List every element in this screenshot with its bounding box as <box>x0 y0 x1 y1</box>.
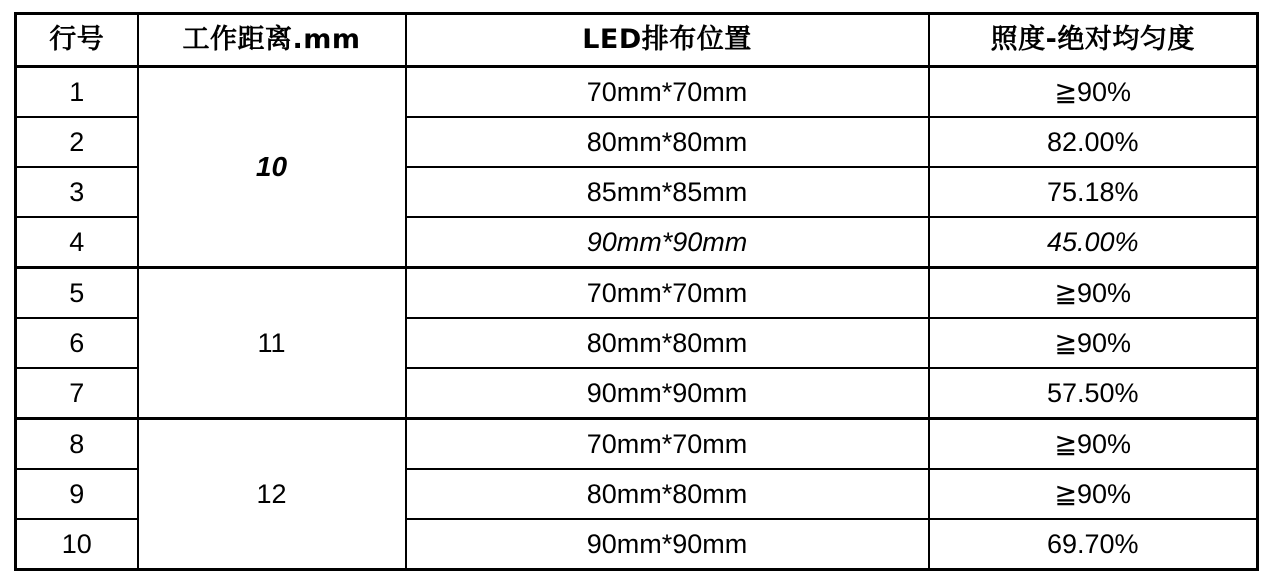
cell-led-layout: 90mm*90mm <box>406 217 929 268</box>
column-header-row-number: 行号 <box>16 14 138 67</box>
cell-led-layout: 70mm*70mm <box>406 419 929 470</box>
cell-uniformity: 57.50% <box>929 368 1258 419</box>
column-header-led-layout: LED排布位置 <box>406 14 929 67</box>
cell-uniformity: 69.70% <box>929 519 1258 570</box>
cell-led-layout: 90mm*90mm <box>406 519 929 570</box>
cell-uniformity: 45.00% <box>929 217 1258 268</box>
table-header <box>16 14 1258 67</box>
cell-row-number: 6 <box>16 318 138 368</box>
cell-row-number: 7 <box>16 368 138 419</box>
table-row <box>16 419 1258 470</box>
cell-row-number: 4 <box>16 217 138 268</box>
cell-led-layout: 70mm*70mm <box>406 268 929 319</box>
table-row <box>16 67 1258 118</box>
column-header-illuminance-uniformity: 照度-绝对均匀度 <box>929 14 1258 67</box>
cell-working-distance: 10 <box>138 67 406 268</box>
cell-led-layout: 85mm*85mm <box>406 167 929 217</box>
cell-led-layout: 80mm*80mm <box>406 318 929 368</box>
cell-uniformity: ≧90% <box>929 469 1258 519</box>
cell-row-number: 10 <box>16 519 138 570</box>
cell-row-number: 2 <box>16 117 138 167</box>
table-row <box>16 268 1258 319</box>
measurement-table <box>14 12 1259 571</box>
cell-row-number: 5 <box>16 268 138 319</box>
cell-uniformity: 82.00% <box>929 117 1258 167</box>
cell-row-number: 8 <box>16 419 138 470</box>
cell-led-layout: 80mm*80mm <box>406 469 929 519</box>
column-header-working-distance: 工作距离.mm <box>138 14 406 67</box>
cell-row-number: 9 <box>16 469 138 519</box>
cell-row-number: 1 <box>16 67 138 118</box>
cell-uniformity: ≧90% <box>929 268 1258 319</box>
cell-uniformity: ≧90% <box>929 419 1258 470</box>
cell-working-distance: 12 <box>138 419 406 570</box>
table-header-row <box>16 14 1258 67</box>
cell-led-layout: 80mm*80mm <box>406 117 929 167</box>
cell-uniformity: ≧90% <box>929 318 1258 368</box>
cell-led-layout: 90mm*90mm <box>406 368 929 419</box>
table-body <box>16 67 1258 570</box>
cell-row-number: 3 <box>16 167 138 217</box>
cell-uniformity: 75.18% <box>929 167 1258 217</box>
cell-working-distance: 11 <box>138 268 406 419</box>
cell-led-layout: 70mm*70mm <box>406 67 929 118</box>
cell-uniformity: ≧90% <box>929 67 1258 118</box>
